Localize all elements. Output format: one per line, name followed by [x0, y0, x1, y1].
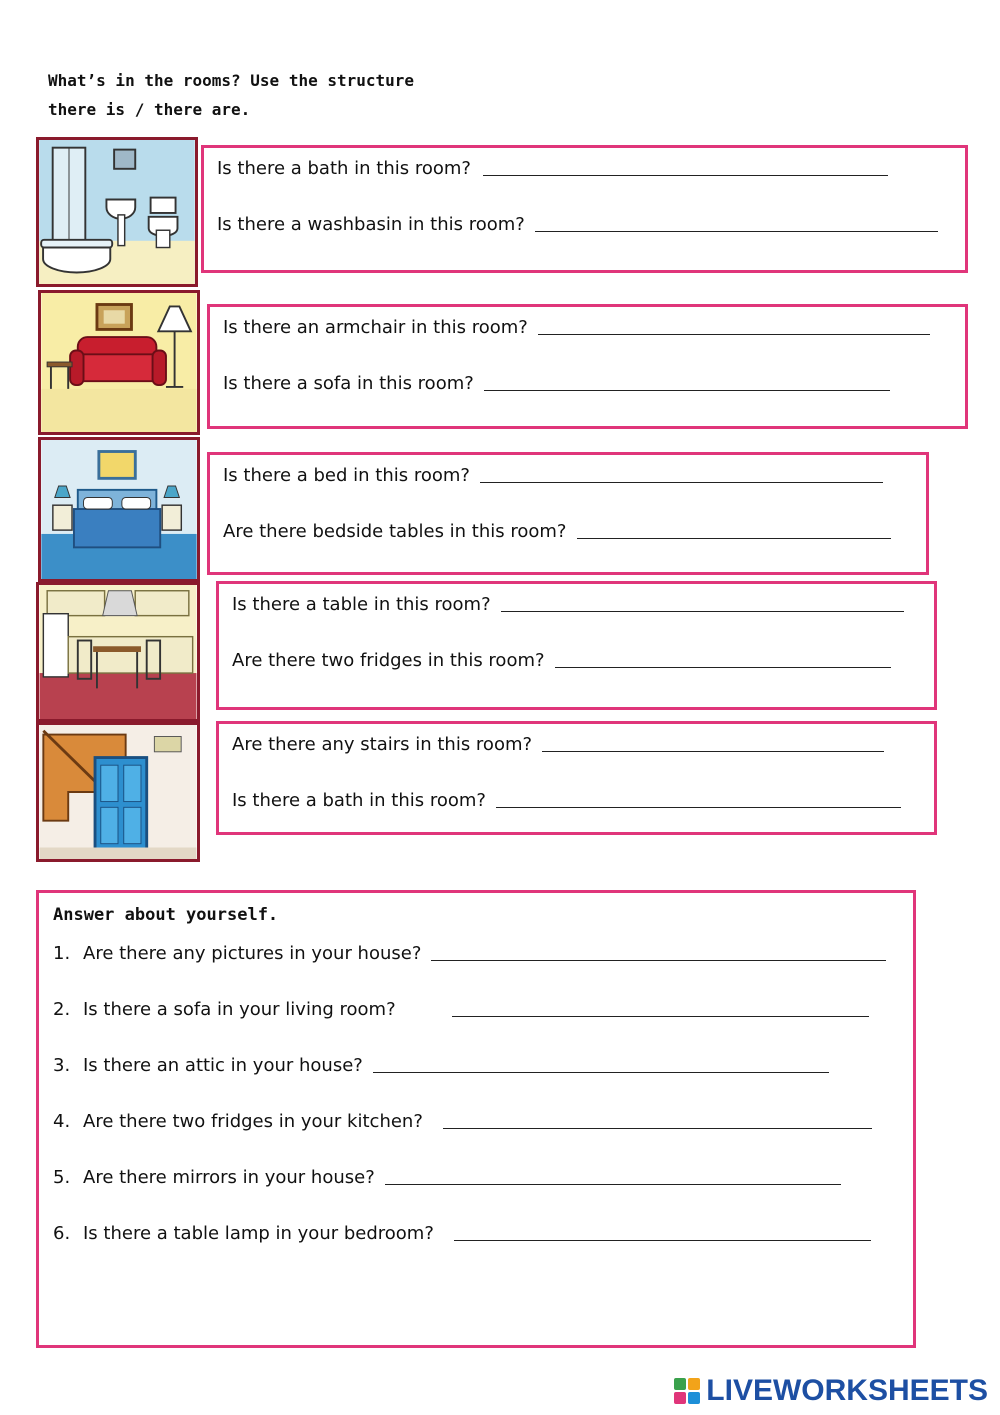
answer-line[interactable]	[452, 1015, 869, 1017]
question-text: Is there a bed in this room?	[223, 465, 470, 486]
about-question-5	[53, 1167, 841, 1188]
room-5-questions	[216, 721, 937, 835]
answer-line[interactable]	[501, 610, 904, 612]
question-text: Are there mirrors in your house?	[83, 1167, 375, 1188]
answer-line[interactable]	[454, 1239, 871, 1241]
question-text: Are there two fridges in this room?	[232, 650, 545, 671]
instructions	[48, 66, 414, 124]
bedroom-picture	[38, 437, 200, 582]
room-1-questions	[201, 145, 968, 273]
question-text: Are there any pictures in your house?	[83, 943, 422, 964]
about-question-1	[53, 943, 886, 964]
answer-line[interactable]	[542, 750, 884, 752]
about-title: Answer about yourself.	[53, 905, 279, 925]
instructions-line-2: there is / there are.	[48, 100, 251, 119]
question-number: 4.	[53, 1111, 71, 1132]
kitchen-picture	[36, 582, 200, 722]
question-text: Are there two fridges in your kitchen?	[83, 1111, 423, 1132]
answer-line[interactable]	[555, 666, 891, 668]
answer-line[interactable]	[373, 1071, 829, 1073]
room-4-questions	[216, 581, 937, 710]
question-text: Is there a bath in this room?	[232, 790, 486, 811]
question-number: 3.	[53, 1055, 71, 1076]
hall-picture	[36, 722, 200, 862]
room-3-questions	[207, 452, 929, 575]
living-room-picture	[38, 290, 200, 435]
answer-line[interactable]	[496, 806, 901, 808]
question-text: Is there a washbasin in this room?	[217, 214, 525, 235]
answer-line[interactable]	[483, 174, 888, 176]
question-number: 6.	[53, 1223, 71, 1244]
question-text: Is there a bath in this room?	[217, 158, 471, 179]
question-text: Is there a sofa in this room?	[223, 373, 474, 394]
about-question-4	[53, 1111, 872, 1132]
answer-line[interactable]	[538, 333, 930, 335]
about-question-3	[53, 1055, 829, 1076]
question-text: Is there a sofa in your living room?	[83, 999, 396, 1020]
answer-line[interactable]	[480, 481, 883, 483]
question-text: Is there a table lamp in your bedroom?	[83, 1223, 434, 1244]
room-2-questions	[207, 304, 968, 429]
question-text: Is there a table in this room?	[232, 594, 491, 615]
question-number: 1.	[53, 943, 71, 964]
liveworksheets-logo	[674, 1374, 988, 1408]
question-text: Is there an armchair in this room?	[223, 317, 528, 338]
answer-line[interactable]	[431, 959, 886, 961]
question-number: 5.	[53, 1167, 71, 1188]
question-text: Are there any stairs in this room?	[232, 734, 533, 755]
logo-icon	[674, 1378, 700, 1404]
question-text: Are there bedside tables in this room?	[223, 521, 567, 542]
answer-line[interactable]	[484, 389, 890, 391]
answer-line[interactable]	[577, 537, 891, 539]
instructions-line-1: What’s in the rooms? Use the structure	[48, 71, 415, 90]
answer-line[interactable]	[535, 230, 938, 232]
about-yourself-box	[36, 890, 916, 1348]
answer-line[interactable]	[443, 1127, 872, 1129]
question-number: 2.	[53, 999, 71, 1020]
answer-line[interactable]	[385, 1183, 841, 1185]
about-question-2	[53, 999, 869, 1020]
about-question-6	[53, 1223, 871, 1244]
bathroom-picture	[36, 137, 198, 287]
logo-text: LIVEWORKSHEETS	[706, 1374, 988, 1407]
question-text: Is there an attic in your house?	[83, 1055, 363, 1076]
